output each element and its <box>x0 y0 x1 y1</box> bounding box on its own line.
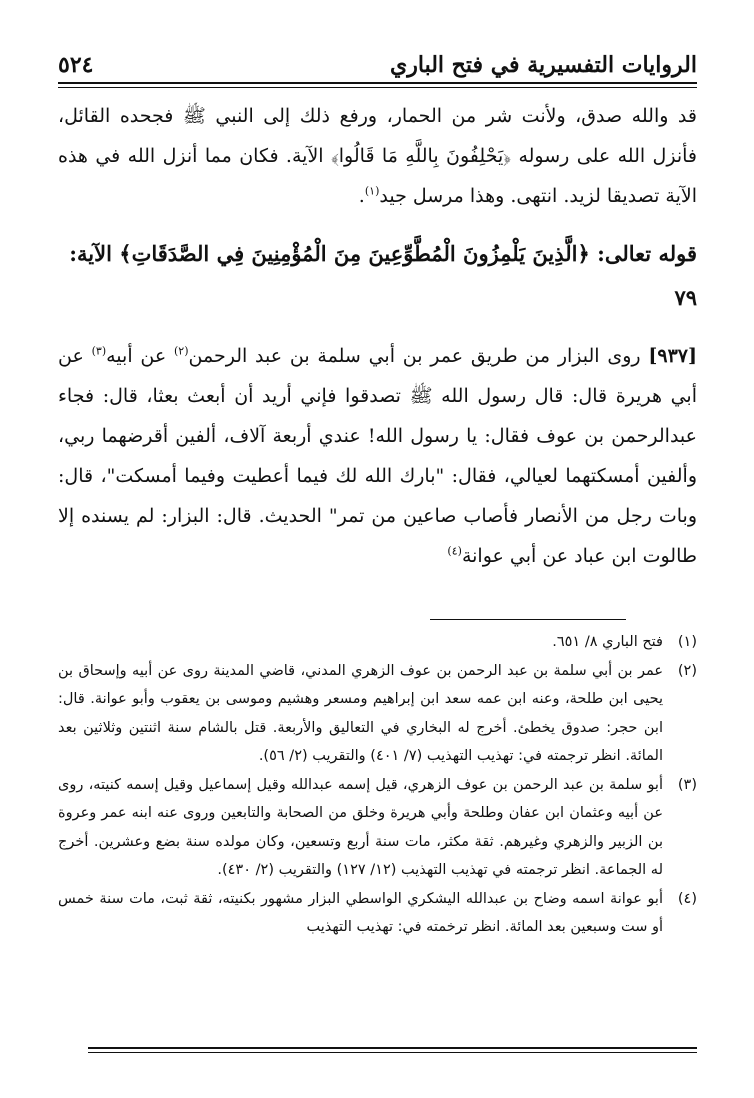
footnote-text: فتح الباري ٨/ ٦٥١. <box>552 634 663 650</box>
footnote-item <box>58 628 697 657</box>
footnote-item <box>58 771 697 885</box>
header-rule-thin <box>58 87 697 88</box>
footnote-number: (١) <box>677 634 697 650</box>
footnote-number: (٣) <box>677 776 697 793</box>
verse-heading: قوله تعالى: ﴿الَّذِينَ يَلْمِزُونَ الْمُطَّوِّعِينَ مِنَ الْمُؤْمِنِينَ فِي الصَّدَقَاتِ﴾ الآية: ٧٩ <box>69 241 697 310</box>
paragraph-continuation <box>58 96 697 216</box>
entry-text-2: عن أبيه <box>106 345 167 367</box>
footnote-ref-1[interactable]: (١) <box>364 184 380 198</box>
footnote-ref-3[interactable]: (٣) <box>91 344 107 358</box>
footnote-text: أبو سلمة بن عبد الرحمن بن عوف الزهري، قيل إسمه عبدالله وقيل إسماعيل وقيل إسمه كنيته، روى عن أبيه وعثمان ابن عفان وطلحة وأبي هريرة وخلق من الصحابة والتابعين وروى عنه ابنه عمر وعروة بن الزبير والزهري وغيرهم. ثقة مكثر، مات سنة أربع وتسعين، وكان مولده سنة بضع وعشرين. أخرج له الجماعة. انظر ترجمته في تهذيب التهذيب (١٢/ ١٢٧) والتقريب (٢/ ٤٣٠). <box>58 776 663 878</box>
page-number: ٥٢٤ <box>58 52 94 78</box>
entry-text-1: روى البزار من طريق عمر بن أبي سلمة بن عبد الرحمن <box>188 345 641 367</box>
footnote-item <box>58 657 697 771</box>
entry-number: [٩٣٧] <box>648 345 698 367</box>
footnote-number: (٤) <box>677 890 697 907</box>
footnote-ref-4[interactable]: (٤) <box>447 544 462 558</box>
running-title: الروايات التفسيرية في فتح الباري <box>390 52 697 78</box>
footnote-item <box>58 885 697 942</box>
footnote-number: (٢) <box>677 662 697 679</box>
page-header <box>58 38 697 80</box>
header-rule-thick <box>58 82 697 84</box>
narration-entry <box>58 336 697 576</box>
footnote-divider <box>430 619 626 620</box>
footnote-text: عمر بن أبي سلمة بن عبد الرحمن بن عوف الزهري المدني، قاضي المدينة روى عن أبيه وإسحاق بن يحيى ابن طلحة، وعنه ابن عمه سعد ابن إبراهيم ومسعر وهشيم وموسى بن يعقوب وأبو عوانة. قال: ابن حجر: صدوق يخطئ. أخرج له البخاري في التعاليق والأربعة. قتل بالشام سنة اثنتين وثلاثين بعد المائة. انظر ترجمته في: تهذيب التهذيب (٧/ ٤٠١) والتقريب (٢/ ٥٦). <box>58 662 663 764</box>
footnote-text: أبو عوانة اسمه وضاح بن عبدالله اليشكري الواسطي البزار مشهور بكنيته، ثقة ثبت، مات سنة خمس أو ست وسبعين بعد المائة. انظر ترخمته في: تهذيب التهذيب <box>58 890 663 935</box>
footnote-ref-2[interactable]: (٢) <box>174 344 189 358</box>
footnotes <box>58 628 697 942</box>
footer-rule-thin <box>88 1052 697 1053</box>
footer-rule-thick <box>88 1047 697 1049</box>
paragraph-text: قد والله صدق، ولأنت شر من الحمار، ورفع ذلك إلى النبي ﷺ فجحده القائل، فأنزل الله على رسوله ﴿يَحْلِفُونَ بِاللَّهِ مَا قَالُوا﴾ الآية. فكان مما أنزل الله في هذه الآية تصديقا لزيد. انتهى. وهذا مرسل جيد <box>58 105 697 207</box>
entry-text-3: عن أبي هريرة قال: قال رسول الله ﷺ تصدقوا فإني أريد أن أبعث بعثا، قال: فجاء عبدالرحمن بن عوف فقال: يا رسول الله! عندي أربعة آلاف، ألفين أقرضهما ربي، وألفين أمسكتهما لعيالي، فقال: "بارك الله لك فيما أعطيت وفيما أمسكت"، قال: وبات رجل من الأنصار فأصاب صاعين من تمر" الحديث. قال: البزار: لم يسنده إلا طالوت ابن عباد عن أبي عوانة <box>58 345 697 567</box>
paragraph-end: . <box>358 185 365 207</box>
